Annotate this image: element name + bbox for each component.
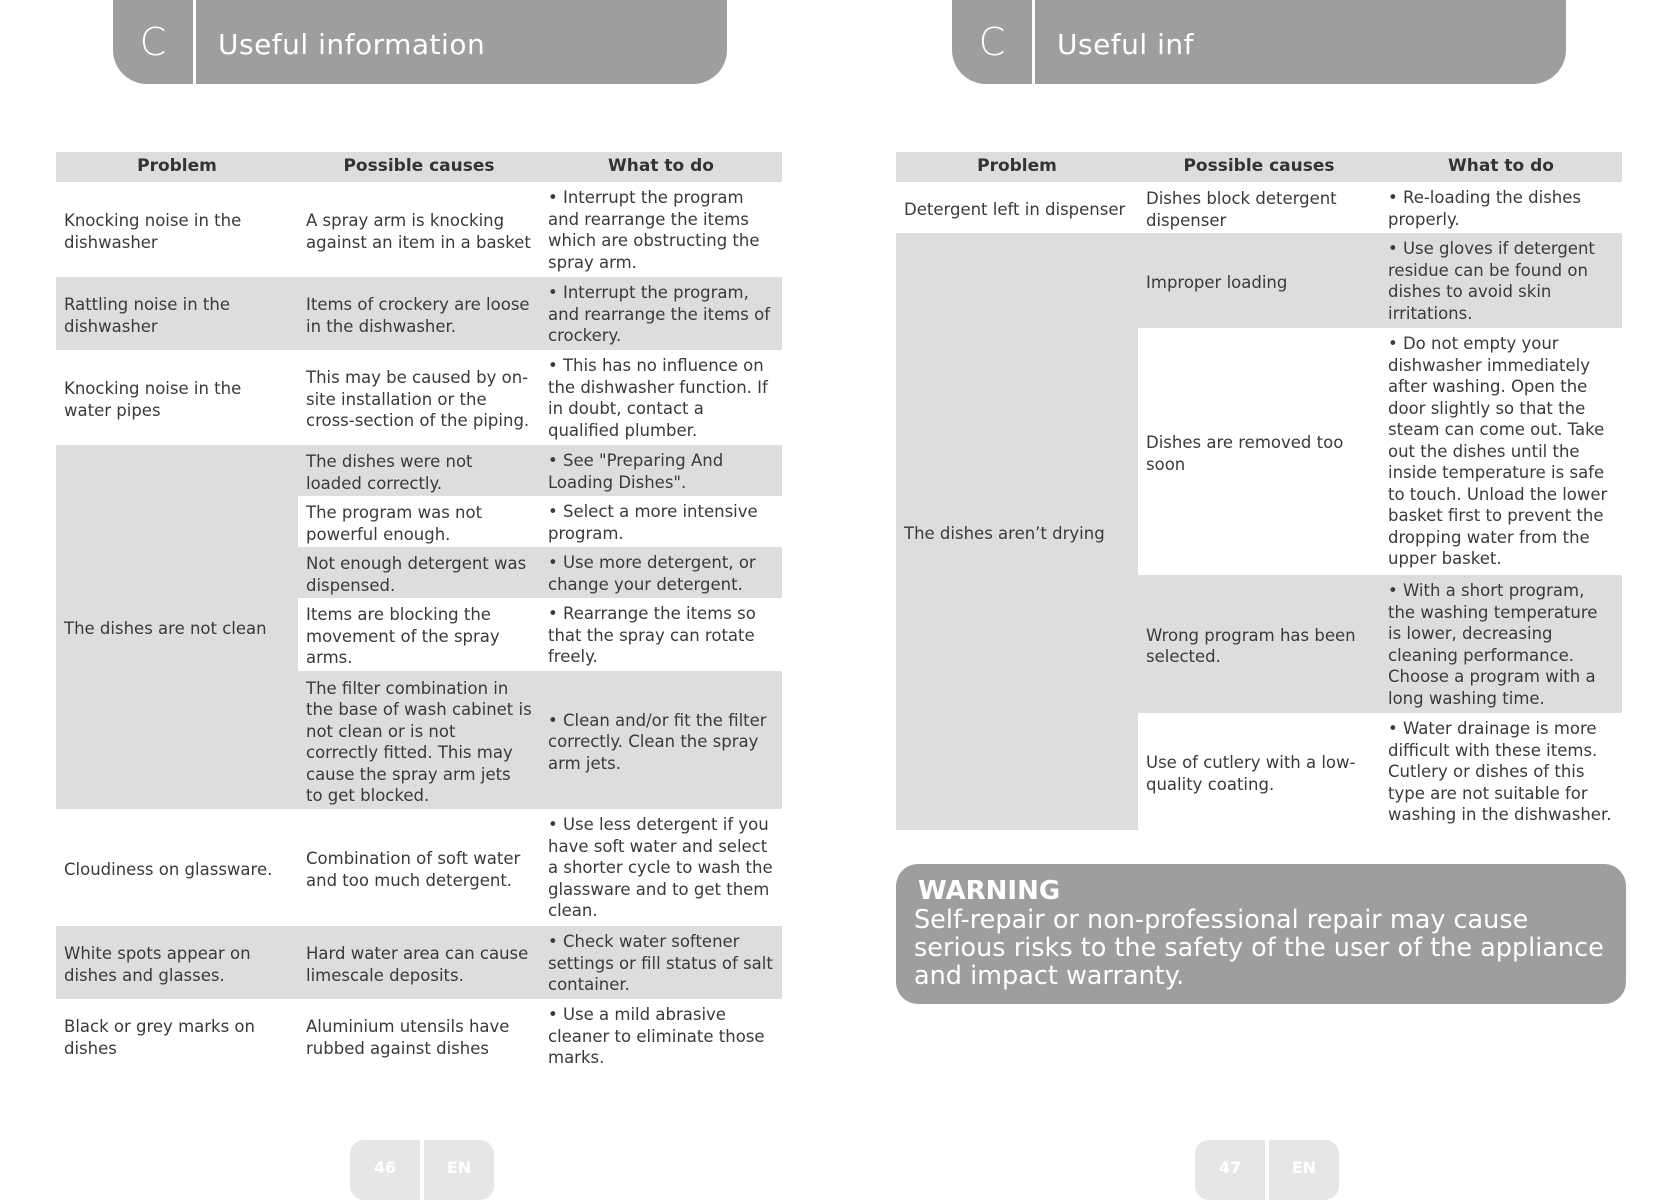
table-row — [896, 233, 1622, 328]
table-row — [56, 182, 782, 277]
cause-cell: Dishes block detergent dispenser — [1146, 189, 1337, 230]
action-cell: • Use more detergent, or change your detergent. — [540, 547, 782, 598]
cause-cell: Items are blocking the movement of the spray arms. — [298, 598, 540, 671]
section-letter: C — [139, 20, 167, 64]
cause-cell: Dishes are removed too soon — [1138, 328, 1380, 575]
cause-cell: The filter combination in the base of wash cabinet is not clean or is not correctly fitted. This may cause the spray arm jets to get blocked. — [298, 671, 540, 809]
cause-cell: This may be caused by on-site installation or the cross-section of the piping. — [306, 368, 530, 431]
action-cell: • Do not empty your dishwasher immediately after washing. Open the door slightly so that the steam can come out. Take out the dishes until the inside temperature is safe to touch. Unload the lower basket first to prevent the dropping water from the upper basket. — [1380, 328, 1622, 575]
table-row — [56, 445, 782, 496]
right-page — [839, 0, 1678, 1191]
action-cell: • Interrupt the program, and rearrange the items of crockery. — [540, 277, 782, 350]
action-cell: • This has no influence on the dishwasher function. If in doubt, contact a qualified plumber. — [548, 356, 768, 440]
cause-cell: Aluminium utensils have rubbed against dishes — [306, 1017, 510, 1058]
cause-cell: Not enough detergent was dispensed. — [298, 547, 540, 598]
action-cell: • Re-loading the dishes properly. — [1388, 188, 1582, 229]
column-header-what-to-do: What to do — [1380, 152, 1622, 182]
problem-cell: Cloudiness on glassware. — [64, 859, 273, 879]
cause-cell: A spray arm is knocking against an item in a basket — [306, 211, 531, 252]
troubleshooting-table — [56, 152, 782, 1072]
page-number: 47 — [1218, 1158, 1242, 1177]
language-label: EN — [1291, 1158, 1317, 1177]
action-cell: • See "Preparing And Loading Dishes". — [540, 445, 782, 496]
action-cell: • Rearrange the items so that the spray can rotate freely. — [540, 598, 782, 671]
table-row — [56, 926, 782, 999]
table-header-row — [896, 152, 1622, 182]
section-header — [952, 0, 1566, 84]
cause-cell: The dishes were not loaded correctly. — [298, 445, 540, 496]
cause-cell: Use of cutlery with a low-quality coating. — [1138, 713, 1380, 830]
table-row — [896, 182, 1622, 233]
language-label: EN — [446, 1158, 472, 1177]
warning-box — [896, 864, 1626, 1004]
cause-cell: The program was not powerful enough. — [298, 496, 540, 547]
table-row — [56, 277, 782, 350]
warning-text: Self-repair or non-professional repair may cause serious risks to the safety of the user of the appliance and impact warranty. — [914, 905, 1604, 991]
troubleshooting-table — [896, 152, 1622, 830]
problem-cell: The dishes are not clean — [56, 445, 298, 809]
left-page — [0, 0, 839, 1191]
column-header-what-to-do: What to do — [540, 152, 782, 182]
column-header-causes: Possible causes — [298, 152, 540, 182]
column-header-problem: Problem — [896, 152, 1138, 182]
problem-cell: Black or grey marks on dishes — [64, 1017, 255, 1058]
section-title: Useful information — [218, 28, 486, 61]
problem-cell: White spots appear on dishes and glasses. — [56, 926, 298, 999]
table-row — [56, 999, 782, 1072]
column-header-problem: Problem — [56, 152, 298, 182]
header-divider — [1032, 0, 1035, 84]
cause-cell: Wrong program has been selected. — [1138, 575, 1380, 713]
table-header-row — [56, 152, 782, 182]
page-number: 46 — [373, 1158, 397, 1177]
action-cell: • Water drainage is more difficult with these items. Cutlery or dishes of this type are not suitable for washing in the dishwasher. — [1380, 713, 1622, 830]
action-cell: • Use less detergent if you have soft water and select a shorter cycle to wash the glassware and to get them clean. — [548, 815, 773, 920]
action-cell: • Use a mild abrasive cleaner to eliminate those marks. — [548, 1005, 765, 1067]
cause-cell: Improper loading — [1138, 233, 1380, 328]
action-cell: • Use gloves if detergent residue can be found on dishes to avoid skin irritations. — [1380, 233, 1622, 328]
action-cell: • Clean and/or fit the filter correctly. Clean the spray arm jets. — [540, 671, 782, 809]
problem-cell: Knocking noise in the water pipes — [64, 379, 242, 420]
problem-cell: Knocking noise in the dishwasher — [64, 211, 242, 252]
cause-cell: Items of crockery are loose in the dishwasher. — [298, 277, 540, 350]
action-cell: • With a short program, the washing temperature is lower, decreasing cleaning performance. Choose a program with a long washing time. — [1380, 575, 1622, 713]
action-cell: • Select a more intensive program. — [540, 496, 782, 547]
action-cell: • Check water softener settings or fill status of salt container. — [540, 926, 782, 999]
section-title: Useful inf — [1057, 28, 1194, 61]
cause-cell: Combination of soft water and too much detergent. — [306, 849, 521, 890]
warning-title: WARNING — [918, 876, 1061, 906]
problem-cell: The dishes aren’t drying — [896, 233, 1138, 830]
table-row — [56, 350, 782, 445]
section-header — [113, 0, 727, 84]
page-footer — [1195, 1140, 1339, 1200]
action-cell: • Interrupt the program and rearrange the items which are obstructing the spray arm. — [548, 188, 760, 272]
problem-cell: Rattling noise in the dishwasher — [56, 277, 298, 350]
column-header-causes: Possible causes — [1138, 152, 1380, 182]
header-divider — [193, 0, 196, 84]
section-letter: C — [978, 20, 1006, 64]
table-row — [56, 809, 782, 926]
page-footer — [350, 1140, 494, 1200]
problem-cell: Detergent left in dispenser — [904, 199, 1126, 219]
cause-cell: Hard water area can cause limescale deposits. — [298, 926, 540, 999]
